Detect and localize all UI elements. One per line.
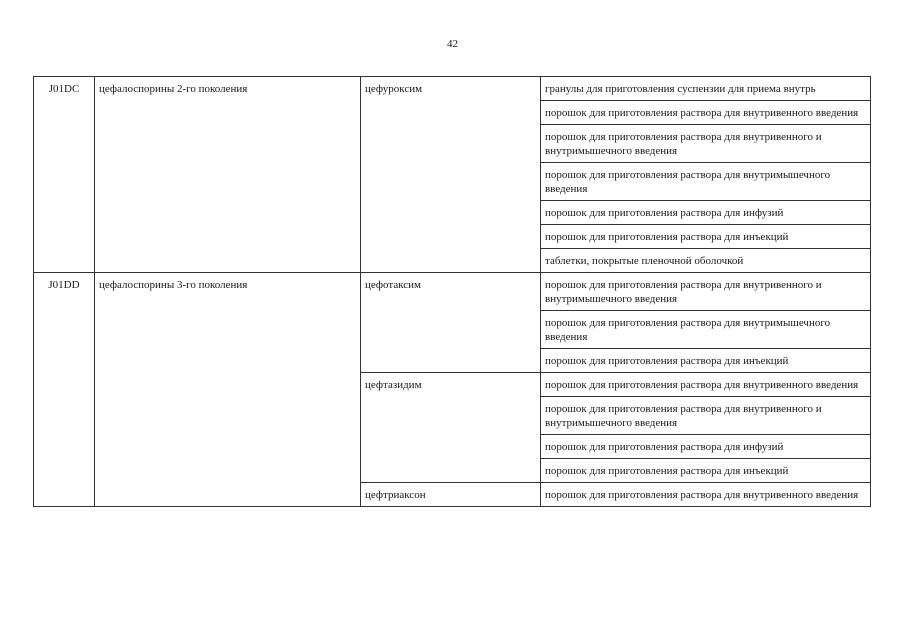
dosage-form: порошок для приготовления раствора для внутривенного введения (541, 373, 871, 397)
dosage-form: порошок для приготовления раствора для внутримышечного введения (541, 163, 871, 201)
group-name: цефалоспорины 2-го поколения (95, 77, 361, 273)
dosage-form: порошок для приготовления раствора для внутривенного введения (541, 101, 871, 125)
dosage-form: порошок для приготовления раствора для инъекций (541, 459, 871, 483)
dosage-form: порошок для приготовления раствора для внутривенного и внутримышечного введения (541, 125, 871, 163)
drug-name: цефуроксим (361, 77, 541, 273)
table-row (34, 273, 871, 311)
dosage-form: гранулы для приготовления суспензии для приема внутрь (541, 77, 871, 101)
dosage-form: порошок для приготовления раствора для внутривенного и внутримышечного введения (541, 273, 871, 311)
group-name: цефалоспорины 3-го поколения (95, 273, 361, 507)
dosage-form: порошок для приготовления раствора для инъекций (541, 349, 871, 373)
drug-table (33, 76, 871, 507)
drug-name: цефотаксим (361, 273, 541, 373)
dosage-form: порошок для приготовления раствора для внутривенного введения (541, 483, 871, 507)
dosage-form: порошок для приготовления раствора для инфузий (541, 201, 871, 225)
drug-name: цефтриаксон (361, 483, 541, 507)
dosage-form: таблетки, покрытые пленочной оболочкой (541, 249, 871, 273)
drug-name: цефтазидим (361, 373, 541, 483)
dosage-form: порошок для приготовления раствора для внутривенного и внутримышечного введения (541, 397, 871, 435)
table-row (34, 77, 871, 101)
dosage-form: порошок для приготовления раствора для инъекций (541, 225, 871, 249)
page-number: 42 (447, 38, 458, 50)
dosage-form: порошок для приготовления раствора для внутримышечного введения (541, 311, 871, 349)
dosage-form: порошок для приготовления раствора для инфузий (541, 435, 871, 459)
atc-code: J01DC (34, 77, 95, 273)
atc-code: J01DD (34, 273, 95, 507)
